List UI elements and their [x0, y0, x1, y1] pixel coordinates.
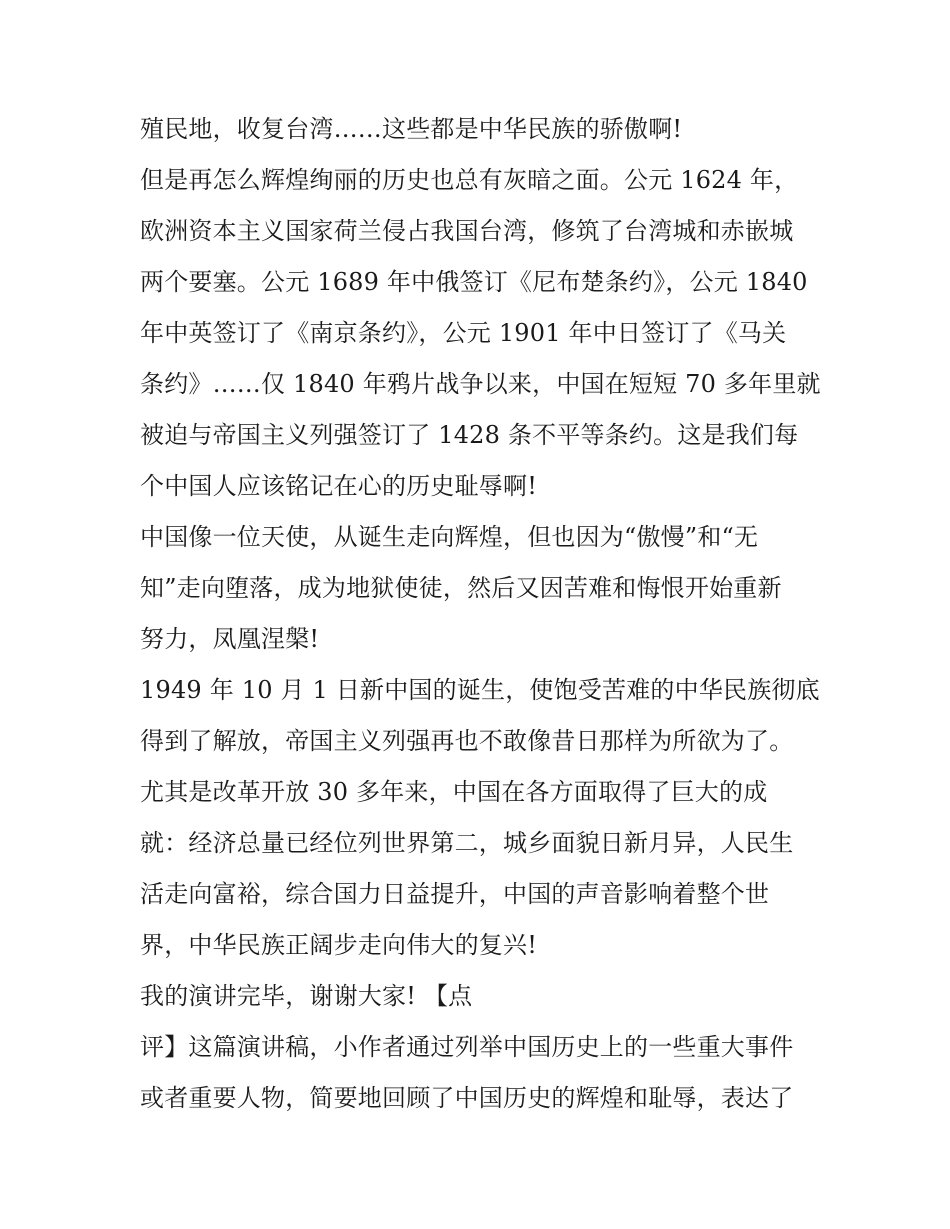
text-line: 但是再怎么辉煌绚丽的历史也总有灰暗之面。公元 1624 年， [140, 166, 799, 194]
text-line: 评】这篇演讲稿，小作者通过列举中国历史上的一些重大事件 [140, 1033, 794, 1061]
text-line: 个中国人应该铭记在心的历史耻辱啊! [140, 472, 538, 500]
text-line: 被迫与帝国主义列强签订了 1428 条不平等条约。这是我们每 [140, 421, 799, 449]
text-line: 中国像一位天使，从诞生走向辉煌，但也因为“傲慢”和“无 [140, 523, 759, 551]
text-line: 欧洲资本主义国家荷兰侵占我国台湾，修筑了台湾城和赤嵌城 [140, 217, 794, 245]
text-line: 得到了解放，帝国主义列强再也不敢像昔日那样为所欲为了。 [140, 727, 794, 755]
text-line: 1949 年 10 月 1 日新中国的诞生，使饱受苦难的中华民族彻底 [140, 676, 820, 704]
text-line: 努力，凤凰涅槃! [140, 625, 320, 653]
text-line: 界，中华民族正阔步走向伟大的复兴! [140, 931, 538, 959]
text-line: 条约》……仅 1840 年鸦片战争以来，中国在短短 70 多年里就 [140, 370, 821, 398]
text-line: 两个要塞。公元 1689 年中俄签订《尼布楚条约》，公元 1840 [140, 268, 808, 296]
text-line: 就：经济总量已经位列世界第二，城乡面貌日新月异，人民生 [140, 829, 794, 857]
speech-text-body [140, 104, 830, 1124]
text-line: 年中英签订了《南京条约》，公元 1901 年中日签订了《马关 [140, 319, 787, 347]
text-line: 我的演讲完毕，谢谢大家! 【点 [140, 982, 473, 1010]
text-line: 活走向富裕，综合国力日益提升，中国的声音影响着整个世 [140, 880, 770, 908]
text-line: 尤其是改革开放 30 多年来，中国在各方面取得了巨大的成 [140, 778, 768, 806]
text-line: 知”走向堕落，成为地狱使徒，然后又因苦难和悔恨开始重新 [140, 574, 782, 602]
text-line: 或者重要人物，简要地回顾了中国历史的辉煌和耻辱，表达了 [140, 1084, 794, 1112]
text-line: 殖民地，收复台湾……这些都是中华民族的骄傲啊! [140, 115, 683, 143]
